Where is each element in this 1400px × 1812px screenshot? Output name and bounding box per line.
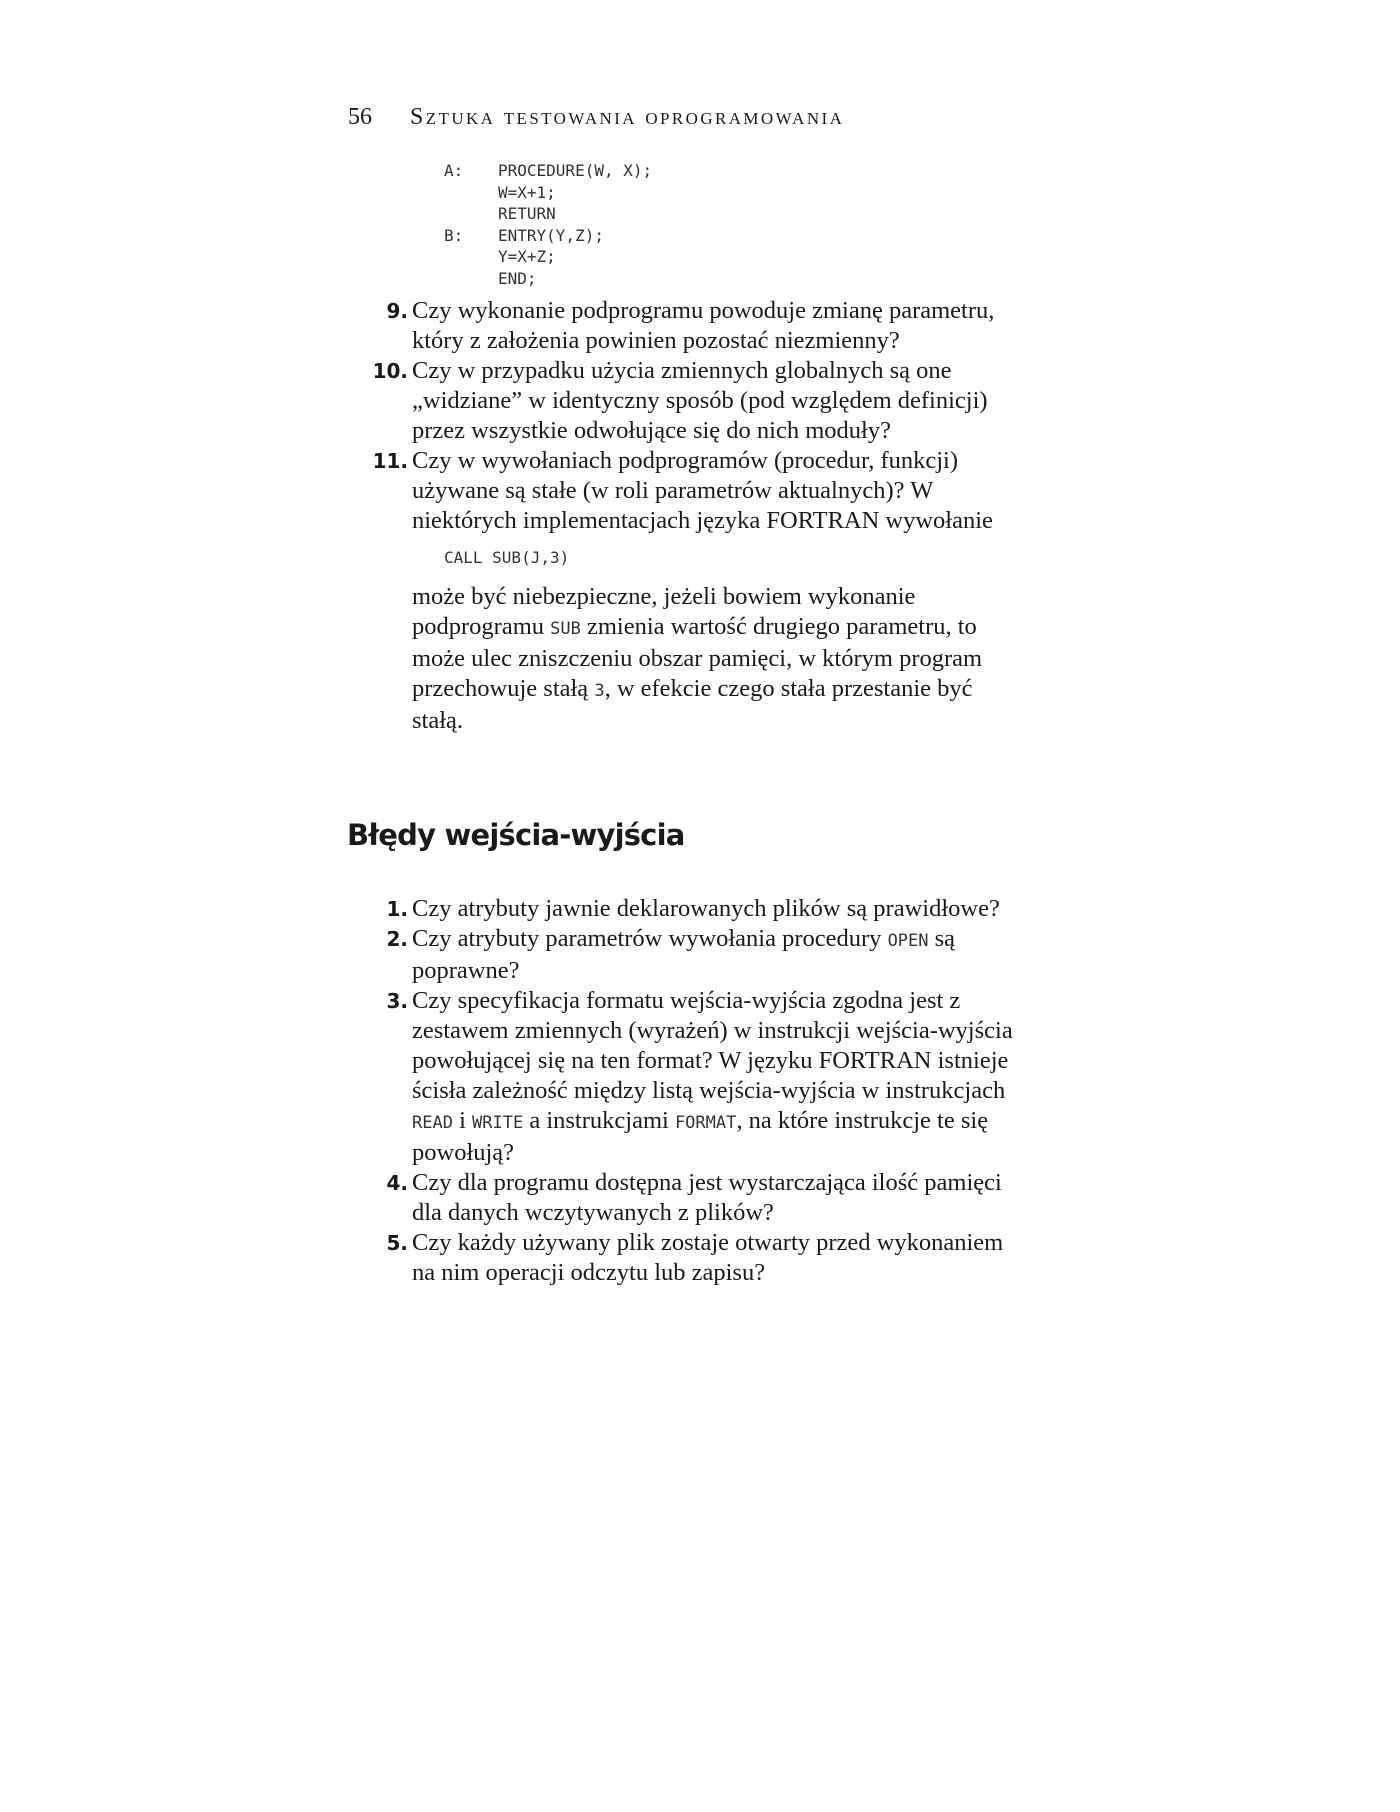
item-number: 9.: [386, 299, 408, 323]
text-span: , na które instrukcje te się powołują?: [412, 1107, 989, 1166]
code-line: [444, 160, 652, 182]
list-item-10: [372, 356, 1022, 446]
list-item-4: [386, 1168, 1022, 1228]
text-span: Czy specyfikacja formatu wejścia-wyjścia zgodna jest z zestawem zmiennych (wyrażeń) w instrukcji wejścia-wyjścia powołującej się na ten format? W języku FORTRAN istnieje ścisła zależność między listą wejścia-wyjścia w instrukcjach: [412, 987, 1013, 1104]
code-line: [444, 203, 652, 225]
code-example: CALL SUB(J,3): [444, 548, 570, 567]
text-span: i: [452, 1107, 473, 1134]
code-line: [444, 246, 652, 268]
list-item-11: [372, 446, 1022, 736]
item-text: Czy w wywołaniach podprogramów (procedur, funkcji) używane są stałe (w roli parametrów aktualnych)? W niektórych implementacjach języka FORTRAN wywołanie: [412, 447, 993, 534]
item-number: 5.: [386, 1231, 408, 1255]
inline-code: WRITE: [472, 1113, 524, 1133]
list-item-9: [386, 296, 1022, 356]
section-heading: Błędy wejścia-wyjścia: [347, 818, 685, 852]
item-text: [412, 924, 1022, 986]
text-span: a instrukcjami: [523, 1107, 675, 1134]
code-label: [444, 203, 498, 225]
code-text: END;: [498, 268, 537, 288]
code-label: [444, 182, 498, 204]
code-line: [444, 268, 652, 290]
inline-code: SUB: [550, 619, 581, 639]
code-text: RETURN: [498, 204, 556, 224]
item-text: Czy każdy używany plik zostaje otwarty przed wykonaniem na nim operacji odczytu lub zapisu?: [412, 1229, 1004, 1286]
running-header: [348, 104, 844, 131]
code-line: [444, 225, 652, 247]
list-item-1: [386, 894, 1022, 924]
text-span: są poprawne?: [412, 925, 956, 984]
item-number: 2.: [386, 927, 408, 951]
code-text: PROCEDURE(W, X);: [498, 161, 653, 180]
item-continuation: [412, 582, 1022, 736]
code-text: ENTRY(Y,Z);: [498, 225, 604, 245]
item-number: 10.: [372, 359, 408, 383]
code-text: Y=X+Z;: [498, 247, 556, 267]
text-span: , w efekcie czego stała przestanie być stałą.: [412, 675, 973, 734]
inline-code: FORMAT: [674, 1113, 737, 1133]
list-item-3: [386, 986, 1022, 1168]
text-span: zmienia wartość drugiego parametru, to może ulec zniszczeniu obszar pamięci, w którym program przechowuje stałą: [412, 613, 983, 702]
code-label: B:: [444, 225, 464, 245]
list-item-2: [386, 924, 1022, 986]
item-text: Czy atrybuty jawnie deklarowanych plików są prawidłowe?: [412, 895, 1000, 922]
item-text: [412, 986, 1022, 1168]
code-listing: [444, 160, 652, 290]
code-line: [444, 182, 652, 204]
item-number: 3.: [386, 989, 408, 1013]
item-text: Czy wykonanie podprogramu powoduje zmianę parametru, który z założenia powinien pozostać niezmienny?: [412, 297, 995, 354]
item-number: 11.: [372, 449, 408, 473]
inline-code: OPEN: [887, 931, 929, 951]
text-span: może być niebezpieczne, jeżeli bowiem wykonanie podprogramu: [412, 583, 916, 640]
item-number: 4.: [386, 1171, 408, 1195]
code-label: [444, 268, 498, 290]
item-text: Czy dla programu dostępna jest wystarczająca ilość pamięci dla danych wczytywanych z plików?: [412, 1169, 1002, 1226]
inline-code: 3: [594, 681, 605, 701]
item-text: Czy w przypadku użycia zmiennych globalnych są one „widziane” w identyczny sposób (pod względem definicji) przez wszystkie odwołujące się do nich moduły?: [412, 357, 988, 444]
text-span: Czy atrybuty parametrów wywołania procedury: [412, 925, 888, 952]
code-label: A:: [444, 161, 464, 180]
code-label: [444, 246, 498, 268]
checklist-continued: [0, 296, 1400, 736]
inline-code: READ: [412, 1113, 453, 1133]
io-errors-checklist: [0, 894, 1400, 1288]
item-number: 1.: [386, 897, 408, 921]
code-text: W=X+1;: [498, 182, 556, 202]
page-number: 56: [348, 104, 372, 130]
book-title: Sztuka testowania oprogramowania: [410, 104, 845, 130]
list-item-5: [386, 1228, 1022, 1288]
